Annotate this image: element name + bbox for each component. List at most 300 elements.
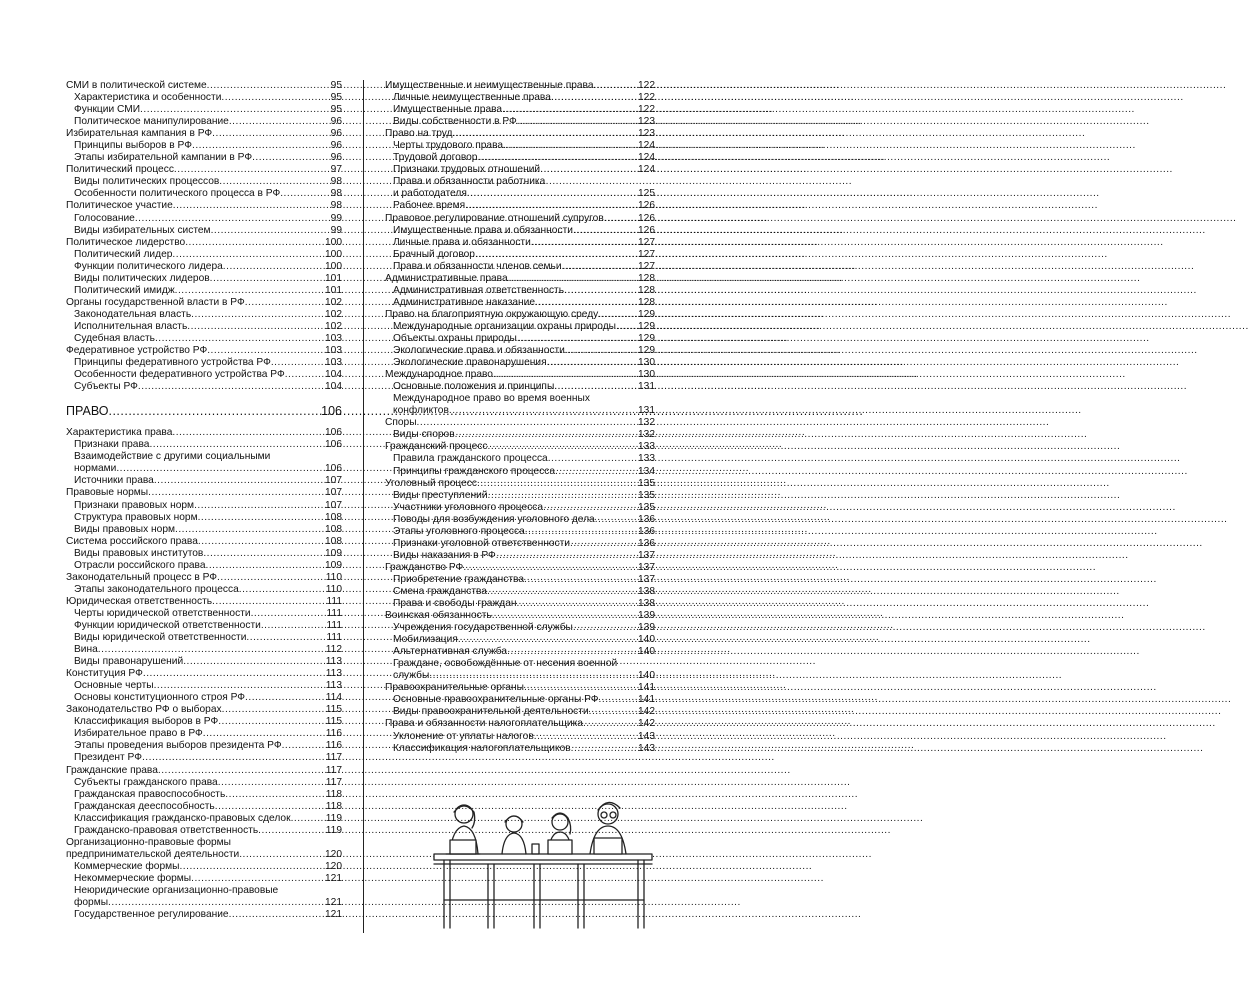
- toc-entry: [66, 140, 342, 152]
- toc-entry: [66, 225, 342, 237]
- toc-page-number: 113: [325, 656, 342, 668]
- toc-entry-title: Правоохранительные органы: [385, 682, 524, 694]
- toc-entry: [66, 752, 342, 764]
- toc-leader-dots: [583, 718, 637, 730]
- toc-page-number: 127: [638, 248, 655, 260]
- toc-page-number: 95: [330, 104, 342, 116]
- toc-entry: [385, 309, 655, 321]
- toc-leader-dots: [215, 801, 325, 813]
- toc-entry-title: Рабочее время: [393, 200, 466, 212]
- toc-entry: [66, 644, 342, 656]
- toc-leader-dots: [192, 140, 330, 152]
- toc-leader-dots: [108, 403, 320, 419]
- toc-entry: [66, 439, 342, 451]
- toc-entry: [66, 381, 342, 393]
- toc-page-number: 106: [325, 439, 342, 451]
- toc-page-number: 134: [638, 465, 655, 477]
- toc-leader-dots: [285, 369, 324, 381]
- toc-entry: [66, 548, 342, 560]
- toc-entry: [385, 237, 655, 249]
- toc-leader-dots: [487, 586, 637, 598]
- toc-leader-dots: [187, 321, 324, 333]
- toc-entry: [66, 357, 342, 369]
- toc-entry-title: Правовые нормы: [66, 487, 149, 499]
- toc-leader-dots: [525, 526, 637, 538]
- toc-leader-dots: [616, 321, 637, 333]
- toc-entry-title: Избирательное право в РФ: [74, 728, 203, 740]
- toc-entry: [385, 285, 655, 297]
- toc-entry-title: предпринимательской деятельности: [66, 848, 240, 860]
- toc-page-number: 113: [325, 680, 342, 692]
- toc-page-number: 100: [325, 260, 342, 272]
- toc-entry-title: Признаки уголовной ответственности: [393, 537, 570, 549]
- toc-page-number: 116: [325, 740, 342, 752]
- toc-entry-title: Этапы избирательной кампании в РФ: [74, 152, 253, 164]
- toc-leader-dots: [488, 441, 637, 453]
- toc-entry: [66, 261, 342, 273]
- toc-page-number: 121: [325, 872, 342, 884]
- toc-page-number: 100: [325, 248, 342, 260]
- toc-entry: [66, 704, 342, 716]
- toc-entry: [66, 584, 342, 596]
- toc-leader-dots: [475, 249, 637, 261]
- toc-entry-title: Политическое участие: [66, 200, 173, 212]
- toc-entry: [385, 514, 655, 526]
- toc-entry-title: Административные права: [385, 272, 508, 284]
- toc-leader-dots: [547, 357, 637, 369]
- toc-entry-title: СМИ в политической системе: [66, 80, 207, 91]
- toc-page-number: 96: [330, 152, 342, 164]
- toc-page-number: 119: [325, 824, 342, 836]
- toc-leader-dots: [198, 512, 324, 524]
- toc-entry: [66, 825, 342, 837]
- toc-entry-title: Виды преступлений: [393, 489, 488, 501]
- toc-entry: [385, 128, 655, 140]
- toc-entry: [385, 393, 655, 405]
- toc-leader-dots: [492, 610, 637, 622]
- toc-entry-title: Организационно-правовые формы: [66, 836, 231, 848]
- toc-leader-dots: [477, 152, 637, 164]
- toc-entry-title: Гражданские права: [66, 764, 158, 776]
- toc-page-number: 107: [325, 487, 342, 499]
- toc-page-number: 96: [330, 116, 342, 128]
- toc-leader-dots: [291, 813, 325, 825]
- toc-entry-title: Права и обязанности членов семьи: [393, 260, 562, 272]
- toc-leader-dots: [172, 427, 324, 439]
- toc-page-number: 126: [638, 212, 655, 224]
- toc-entry: [385, 200, 655, 212]
- toc-entry-title: Источники права: [74, 475, 154, 487]
- toc-page-number: 115: [325, 704, 342, 716]
- toc-page-number: 111: [326, 632, 342, 644]
- toc-entry: [385, 345, 655, 357]
- toc-entry: [385, 743, 655, 755]
- toc-entry: [66, 692, 342, 704]
- toc-entry: [385, 598, 655, 610]
- toc-entry: [66, 765, 342, 777]
- toc-entry: [66, 740, 342, 752]
- toc-leader-dots: [417, 417, 637, 429]
- toc-entry-title: формы: [74, 897, 109, 909]
- toc-entry-title: службы: [393, 670, 430, 682]
- toc-page-number: 109: [325, 559, 342, 571]
- toc-entry-title: Президент РФ: [74, 752, 142, 764]
- toc-leader-dots: [251, 608, 326, 620]
- toc-entry-title: Экологические права и обязанности: [393, 345, 565, 357]
- toc-page-number: 101: [325, 284, 342, 296]
- toc-leader-dots: [449, 405, 637, 417]
- toc-page-number: 116: [325, 728, 342, 740]
- toc-page-number: 130: [638, 357, 655, 369]
- toc-entry-title: Права и обязанности налогоплательщика: [385, 718, 583, 730]
- toc-entry: [66, 128, 342, 140]
- toc-entry-title: Законодательный процесс в РФ: [66, 571, 218, 583]
- toc-leader-dots: [203, 548, 324, 560]
- toc-leader-dots: [261, 620, 326, 632]
- toc-leader-dots: [245, 692, 325, 704]
- toc-leader-dots: [604, 213, 637, 225]
- toc-entry: [385, 658, 655, 670]
- toc-entry: [66, 909, 342, 921]
- toc-page-number: 124: [638, 152, 655, 164]
- toc-entry: [385, 634, 655, 646]
- toc-entry: [385, 610, 655, 622]
- toc-entry: [385, 405, 655, 417]
- toc-page-number: 137: [638, 561, 655, 573]
- toc-page-number: 140: [638, 634, 655, 646]
- toc-entry-title: Право на благоприятную окружающую среду: [385, 308, 599, 320]
- toc-entry: [66, 249, 342, 261]
- toc-entry-title: Административное наказание: [393, 296, 536, 308]
- toc-entry: [66, 849, 342, 861]
- toc-page-number: 132: [638, 417, 655, 429]
- toc-leader-dots: [229, 909, 324, 921]
- toc-leader-dots: [524, 682, 637, 694]
- toc-entry-title: Политический имидж: [74, 284, 175, 296]
- toc-leader-dots: [219, 176, 329, 188]
- toc-entry-title: Исполнительная власть: [74, 320, 188, 332]
- toc-page-number: 140: [638, 670, 655, 682]
- toc-entry-title: Особенности федеративного устройства РФ: [74, 369, 285, 381]
- toc-page-number: 107: [325, 475, 342, 487]
- toc-entry-title: Функции политического лидера: [74, 260, 223, 272]
- toc-entry-title: Политическое манипулирование: [74, 116, 229, 128]
- toc-entry: [66, 297, 342, 309]
- toc-entry: [385, 104, 655, 116]
- toc-page-number: 117: [325, 776, 342, 788]
- toc-entry: [66, 403, 342, 419]
- toc-entry: [385, 333, 655, 345]
- toc-entry: [385, 225, 655, 237]
- toc-entry: [66, 369, 342, 381]
- toc-entry: [385, 273, 655, 285]
- toc-leader-dots: [185, 237, 324, 249]
- toc-leader-dots: [212, 128, 330, 140]
- toc-leader-dots: [508, 273, 637, 285]
- toc-page-number: 140: [638, 646, 655, 658]
- toc-page-number: 102: [325, 320, 342, 332]
- toc-page-number: 135: [638, 501, 655, 513]
- toc-leader-dots: [135, 213, 330, 225]
- toc-page-number: 104: [325, 381, 342, 393]
- toc-page-number: 127: [638, 236, 655, 248]
- toc-leader-dots: [239, 849, 324, 861]
- toc-page-number: 96: [330, 140, 342, 152]
- toc-leader-dots: [455, 429, 637, 441]
- toc-page-number: 128: [638, 296, 655, 308]
- toc-entry-title: Объекты охраны природы: [393, 332, 517, 344]
- toc-entry: [385, 682, 655, 694]
- toc-entry: [385, 261, 655, 273]
- toc-page-number: 118: [325, 800, 342, 812]
- toc-entry-title: Имущественные права и обязанности: [393, 224, 573, 236]
- toc-entry: [385, 176, 655, 188]
- toc-leader-dots: [589, 706, 637, 718]
- toc-entry: [385, 429, 655, 441]
- toc-leader-dots: [599, 694, 637, 706]
- toc-page-number: 129: [638, 345, 655, 357]
- toc-page-number: 110: [325, 571, 342, 583]
- toc-page-number: 118: [325, 788, 342, 800]
- toc-leader-dots: [540, 164, 637, 176]
- toc-leader-dots: [503, 140, 637, 152]
- toc-entry-title: Этапы проведения выборов президента РФ: [74, 740, 282, 752]
- toc-entry: [66, 801, 342, 813]
- toc-page-number: 131: [638, 405, 655, 417]
- toc-leader-dots: [206, 560, 324, 572]
- toc-leader-dots: [140, 104, 330, 116]
- toc-page-number: 135: [638, 477, 655, 489]
- toc-entry: [66, 536, 342, 548]
- toc-leader-dots: [246, 632, 325, 644]
- toc-leader-dots: [554, 381, 637, 393]
- toc-entry-title: Признаки права: [74, 439, 150, 451]
- toc-entry-title: Характеристика права: [66, 427, 173, 439]
- toc-entry-title: Органы государственной власти в РФ: [66, 296, 245, 308]
- toc-entry-title: ПРАВО: [66, 404, 109, 419]
- toc-leader-dots: [223, 261, 324, 273]
- toc-entry-title: Этапы уголовного процесса: [393, 525, 525, 537]
- toc-leader-dots: [143, 668, 325, 680]
- toc-entry-title: Вина: [74, 644, 98, 656]
- toc-leader-dots: [174, 164, 330, 176]
- toc-entry: [385, 249, 655, 261]
- toc-leader-dots: [211, 225, 330, 237]
- toc-entry-title: Классификация выборов в РФ: [74, 716, 219, 728]
- toc-entry-title: Классификация налогоплательщиков: [393, 742, 571, 754]
- toc-entry: [66, 176, 342, 188]
- toc-page-number: 117: [325, 752, 342, 764]
- toc-leader-dots: [573, 225, 637, 237]
- toc-entry: [66, 333, 342, 345]
- toc-entry: [66, 873, 342, 885]
- toc-entry-title: Виды споров: [393, 429, 455, 441]
- toc-leader-dots: [465, 200, 637, 212]
- toc-entry: [66, 560, 342, 572]
- toc-leader-dots: [239, 584, 325, 596]
- toc-page-number: 121: [325, 909, 342, 921]
- toc-entry: [66, 80, 342, 92]
- toc-leader-dots: [221, 92, 329, 104]
- toc-entry: [66, 668, 342, 680]
- toc-entry: [66, 104, 342, 116]
- toc-entry-title: Воинская обязанность: [385, 610, 492, 622]
- toc-leader-dots: [229, 116, 330, 128]
- toc-entry-title: Личные права и обязанности: [393, 236, 531, 248]
- toc-entry-title: Функции СМИ: [74, 104, 141, 116]
- toc-entry-title: Участники уголовного процесса: [393, 501, 544, 513]
- toc-entry-title: Голосование: [74, 212, 135, 224]
- toc-entry-title: Гражданско-правовая ответственность: [74, 824, 259, 836]
- toc-leader-dots: [172, 249, 324, 261]
- toc-page-number: 124: [638, 164, 655, 176]
- toc-leader-dots: [175, 524, 324, 536]
- toc-entry: [66, 680, 342, 692]
- toc-entry: [385, 92, 655, 104]
- toc-entry: [385, 706, 655, 718]
- toc-entry-title: Виды собственности в РФ: [393, 116, 517, 128]
- toc-page-number: 141: [638, 682, 655, 694]
- toc-leader-dots: [598, 309, 637, 321]
- toc-entry: [385, 574, 655, 586]
- toc-entry: [66, 524, 342, 536]
- toc-entry: [66, 92, 342, 104]
- toc-leader-dots: [158, 765, 325, 777]
- toc-page-number: 115: [325, 716, 342, 728]
- toc-entry: [385, 213, 655, 225]
- toc-page-number: 102: [325, 296, 342, 308]
- toc-entry-title: Избирательная кампания в РФ: [66, 128, 213, 140]
- toc-entry-title: Учреждения государственной службы: [393, 622, 573, 634]
- toc-page-number: 101: [325, 272, 342, 284]
- toc-page-number: 103: [325, 357, 342, 369]
- toc-entry: [385, 369, 655, 381]
- toc-entry: [385, 490, 655, 502]
- toc-entry-title: Основные черты: [74, 680, 154, 692]
- toc-page-number: 143: [638, 730, 655, 742]
- toc-entry-title: Система российского права: [66, 535, 198, 547]
- toc-column-left: [66, 80, 342, 921]
- toc-entry-title: Права и свободы граждан: [393, 598, 517, 610]
- toc-entry-title: Функции юридической ответственности: [74, 619, 261, 631]
- toc-entry-title: Правила гражданского процесса: [393, 453, 548, 465]
- toc-entry: [66, 620, 342, 632]
- toc-page-number: 103: [325, 332, 342, 344]
- toc-leader-dots: [463, 562, 637, 574]
- toc-page-number: 139: [638, 622, 655, 634]
- toc-leader-dots: [595, 514, 637, 526]
- toc-entry-title: Основы конституционного строя РФ: [74, 692, 246, 704]
- toc-leader-dots: [517, 116, 637, 128]
- toc-leader-dots: [524, 574, 637, 586]
- toc-page-number: 117: [325, 764, 342, 776]
- toc-entry-title: Взаимодействие с другими социальными: [74, 451, 271, 463]
- toc-leader-dots: [148, 487, 324, 499]
- toc-leader-dots: [571, 743, 637, 755]
- toc-page-number: 142: [638, 718, 655, 730]
- toc-entry: [385, 538, 655, 550]
- toc-entry: [66, 427, 342, 439]
- toc-leader-dots: [108, 897, 324, 909]
- toc-page-number: 106: [325, 463, 342, 475]
- toc-leader-dots: [280, 188, 329, 200]
- toc-page-number: 133: [638, 441, 655, 453]
- toc-leader-dots: [173, 200, 330, 212]
- toc-entry-title: Гражданство РФ: [385, 561, 464, 573]
- toc-entry-title: Имущественные и неимущественные права: [385, 80, 594, 91]
- toc-column-right: [385, 80, 655, 755]
- toc-entry: [66, 608, 342, 620]
- toc-entry-title: Мобилизация: [393, 634, 458, 646]
- toc-page-number: 141: [638, 694, 655, 706]
- toc-leader-dots: [138, 381, 324, 393]
- toc-page-number: 132: [638, 429, 655, 441]
- toc-leader-dots: [222, 704, 325, 716]
- toc-page-number: 120: [325, 860, 342, 872]
- toc-entry: [66, 777, 342, 789]
- toc-entry-title: и работодателя: [393, 188, 467, 200]
- toc-entry-title: Административная ответственность: [393, 284, 565, 296]
- toc-entry: [66, 475, 342, 487]
- toc-page-number: 102: [325, 308, 342, 320]
- toc-entry: [385, 116, 655, 128]
- toc-page-number: 123: [638, 128, 655, 140]
- toc-leader-dots: [142, 752, 325, 764]
- toc-entry: [66, 716, 342, 728]
- toc-entry-title: Граждане, освобождённые от несения военной: [393, 658, 618, 670]
- toc-page-number: 127: [638, 260, 655, 272]
- toc-page-number: 119: [325, 812, 342, 824]
- toc-entry: [385, 80, 655, 92]
- toc-page-number: 129: [638, 332, 655, 344]
- toc-leader-dots: [551, 92, 637, 104]
- toc-entry: [66, 500, 342, 512]
- toc-entry-title: Отрасли российского права: [74, 559, 206, 571]
- toc-page-number: 138: [638, 585, 655, 597]
- toc-entry: [66, 728, 342, 740]
- toc-entry: [66, 213, 342, 225]
- toc-entry: [385, 586, 655, 598]
- toc-page-number: 136: [638, 537, 655, 549]
- toc-leader-dots: [198, 536, 324, 548]
- toc-entry: [66, 861, 342, 873]
- toc-page-number: 112: [325, 644, 342, 656]
- toc-entry-title: Неюридические организационно-правовые: [74, 885, 279, 896]
- toc-page-number: 111: [326, 619, 342, 631]
- toc-entry-title: Основные положения и принципы: [393, 381, 555, 393]
- toc-entry-title: Виды политических процессов: [74, 176, 220, 188]
- toc-leader-dots: [203, 728, 325, 740]
- toc-leader-dots: [183, 656, 325, 668]
- toc-entry-title: нормами: [74, 463, 117, 475]
- toc-page-number: 108: [325, 511, 342, 523]
- toc-leader-dots: [217, 572, 325, 584]
- toc-leader-dots: [207, 345, 324, 357]
- toc-entry-title: Виды избирательных систем: [74, 224, 211, 236]
- toc-page-number: 120: [325, 848, 342, 860]
- toc-entry: [66, 656, 342, 668]
- toc-page-number: 124: [638, 140, 655, 152]
- toc-entry: [66, 273, 342, 285]
- toc-leader-dots: [175, 285, 324, 297]
- toc-page-number: 110: [325, 583, 342, 595]
- toc-leader-dots: [218, 777, 325, 789]
- toc-entry: [66, 321, 342, 333]
- toc-entry-title: Права и обязанности работника: [393, 176, 546, 188]
- toc-entry: [66, 309, 342, 321]
- toc-leader-dots: [517, 598, 638, 610]
- toc-page-number: 129: [638, 320, 655, 332]
